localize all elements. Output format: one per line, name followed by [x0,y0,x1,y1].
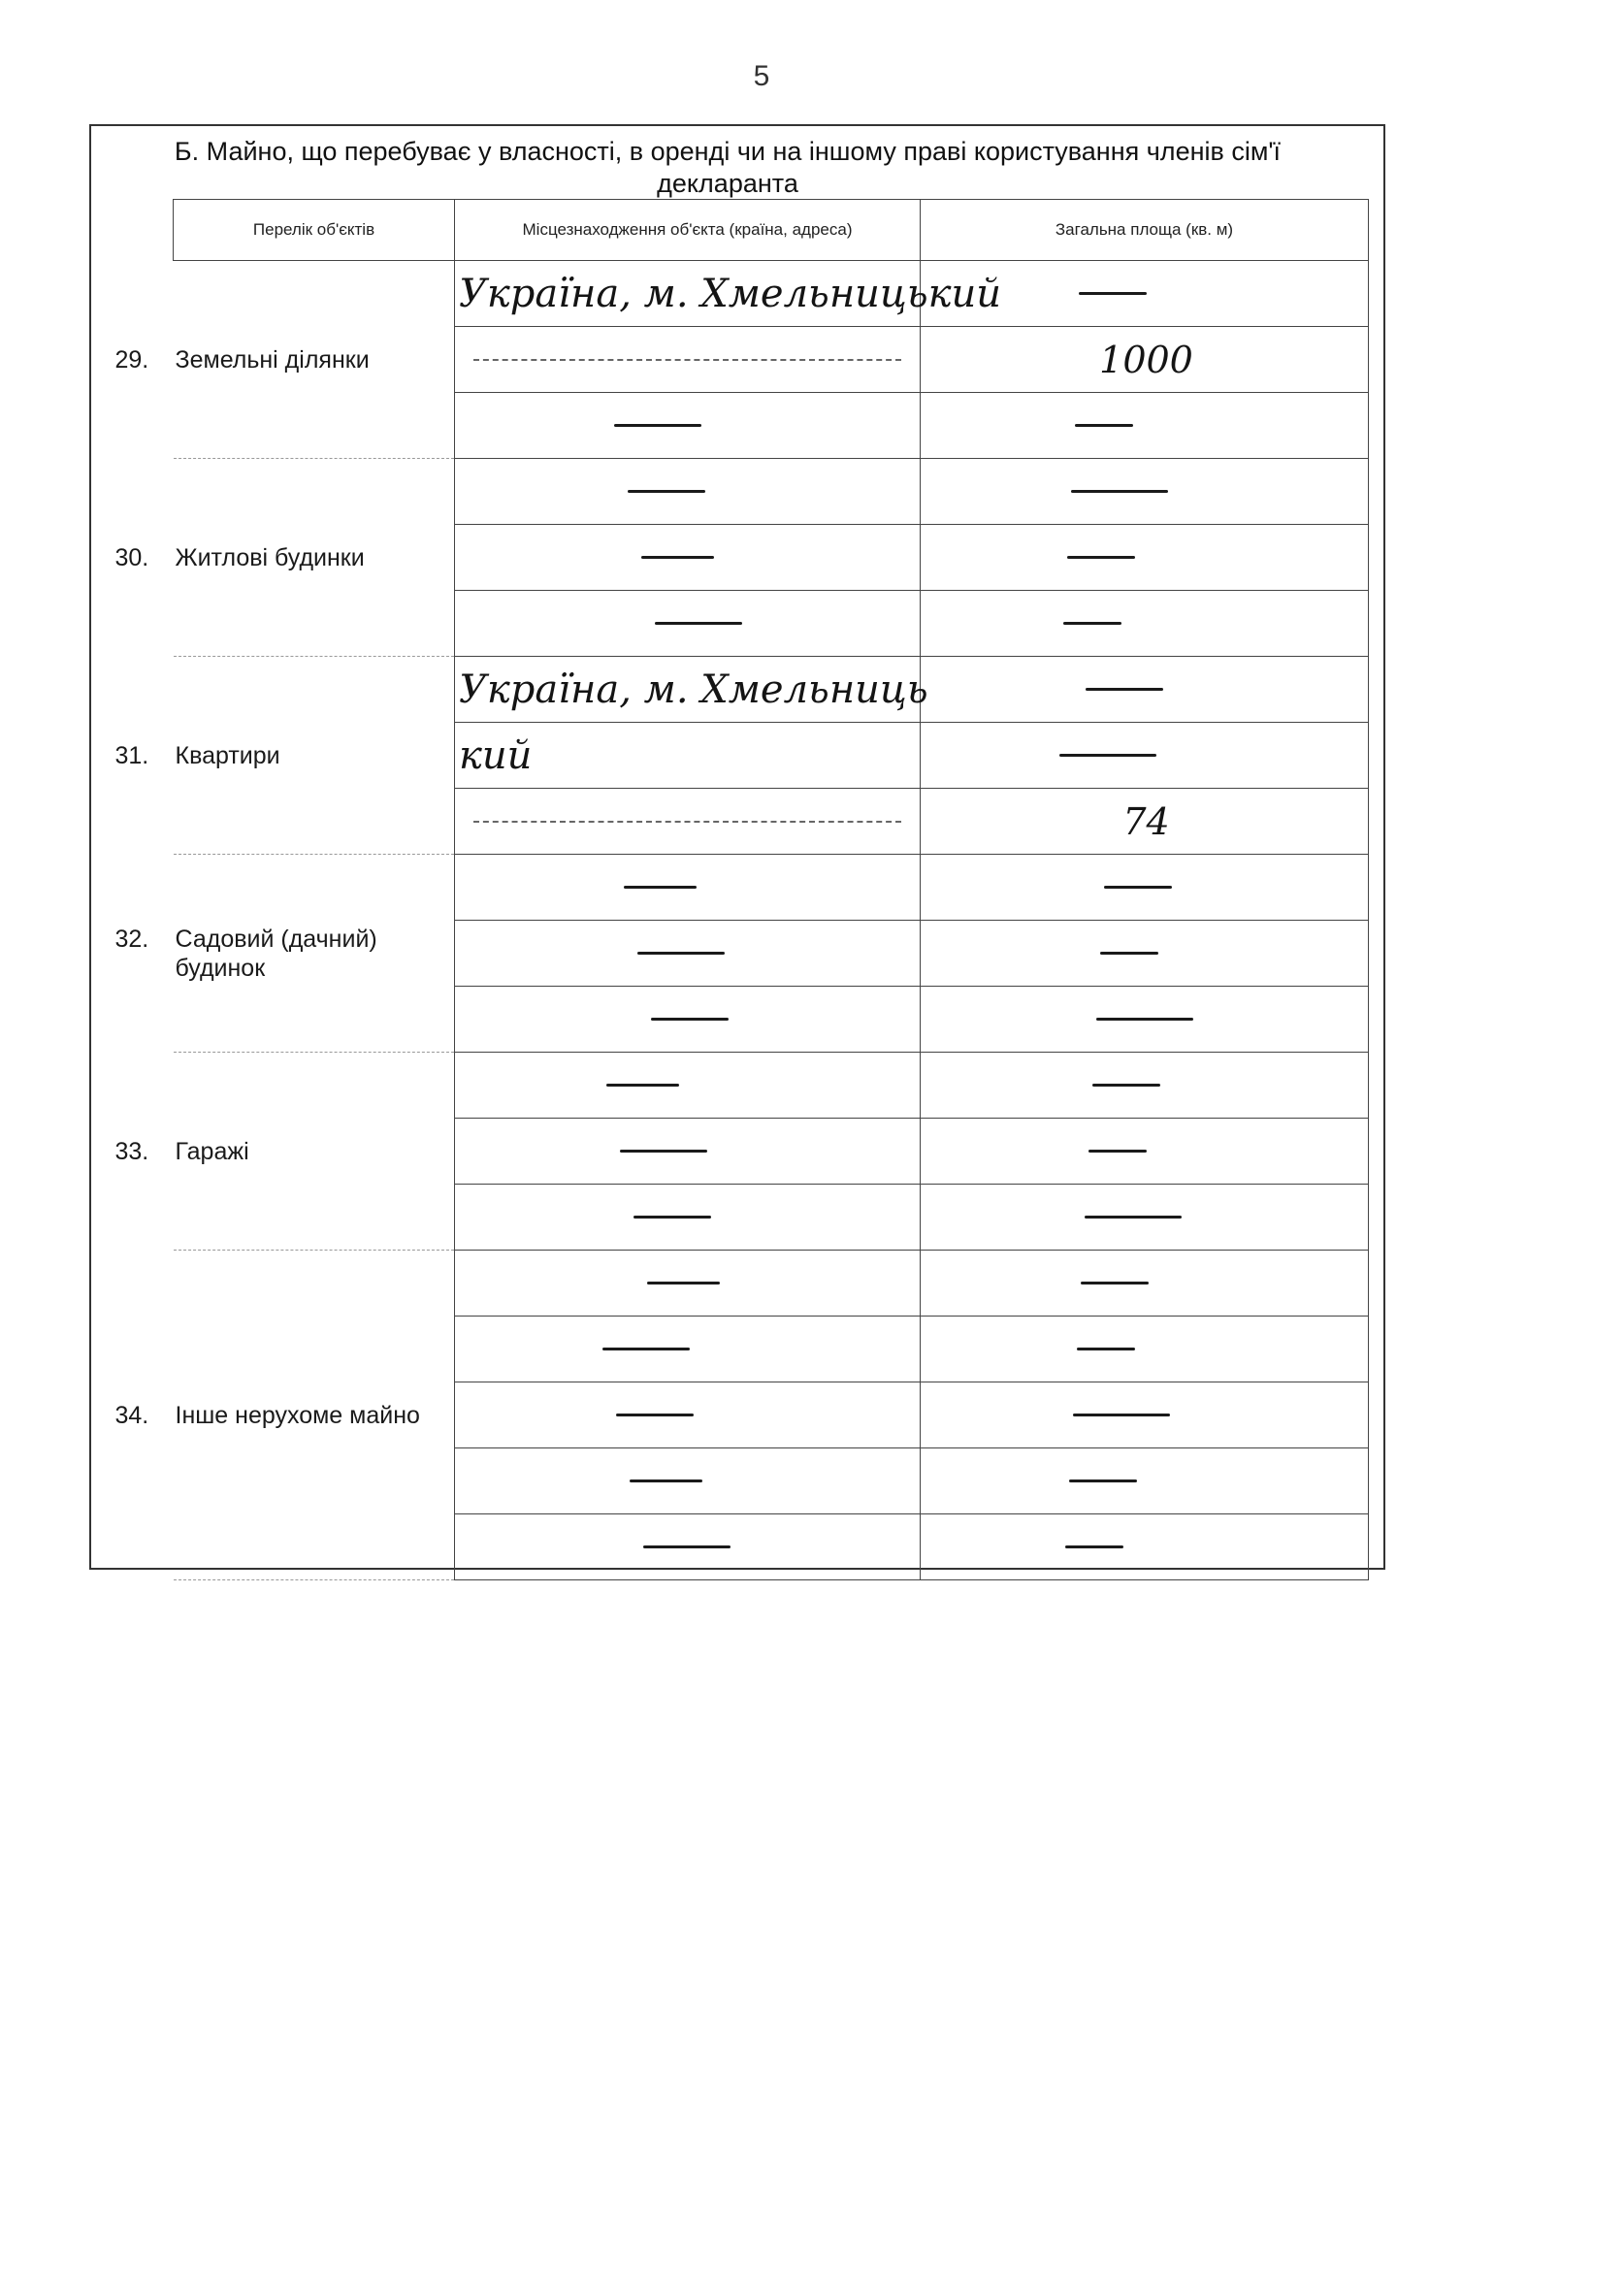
dash-mark [1100,952,1158,955]
dash-mark [633,1216,711,1219]
blank-line [473,359,901,361]
category-cell [114,855,455,1053]
location-cell [455,657,928,723]
location-cell [455,1448,921,1514]
dash-mark [1092,1084,1160,1087]
category-cell [114,459,455,657]
table-row [174,855,1369,921]
location-value: Україна, м. Хмельницький [459,271,1002,316]
dash-mark [651,1018,729,1021]
category-cell [114,1251,455,1580]
dash-mark [1069,1479,1137,1482]
table-header-row [174,200,1369,261]
category-label: Квартири [175,741,280,769]
location-cell [455,1251,921,1317]
area-cell [921,723,1369,789]
area-cell [921,1053,1369,1119]
dash-mark [1085,1216,1182,1219]
location-cell [455,723,921,789]
area-cell [921,327,1369,393]
col-header-area: Загальна площа (кв. м) [921,200,1369,261]
dash-mark [1075,424,1133,427]
dash-mark [647,1282,720,1284]
property-table [114,199,1369,1580]
location-cell [455,459,921,525]
dash-mark [616,1414,694,1416]
category-cell [114,1053,455,1251]
table-row [174,657,1369,723]
area-cell [921,1119,1369,1185]
location-cell [455,1119,921,1185]
area-value: 1000 [1099,338,1193,381]
area-cell [921,987,1369,1053]
category-label: Житлові будинки [175,543,365,571]
dash-mark [1104,886,1172,889]
area-cell [921,1514,1369,1580]
dash-mark [624,886,697,889]
dash-mark [1079,292,1147,295]
dash-mark [630,1479,702,1482]
area-cell [921,1251,1369,1317]
location-cell [455,1317,921,1382]
table-row [174,459,1369,525]
area-value: 74 [1122,799,1170,843]
category-label: Земельні ділянки [175,345,370,374]
dash-mark [1077,1348,1135,1350]
page-number: 5 [753,60,770,92]
area-cell [921,855,1369,921]
category-cell [114,657,455,855]
location-cell [455,987,921,1053]
area-cell [921,657,1369,723]
category-number: 34. [114,1401,149,1429]
section-title: Б. Майно, що перебуває у власності, в оренді чи на іншому праві користування членів сім'ї декларанта [174,137,1282,198]
area-cell [921,393,1369,459]
location-cell [455,1382,921,1448]
col-header-location: Місцезнаходження об'єкта (країна, адреса) [455,200,921,261]
dash-mark [1086,688,1163,691]
category-number: 33. [114,1137,149,1165]
table-row [174,1053,1369,1119]
category-cell [114,261,455,459]
dash-mark [602,1348,690,1350]
location-cell [455,855,921,921]
dash-mark [614,424,701,427]
location-cell [455,921,921,987]
location-cell [455,591,921,657]
area-cell [921,1448,1369,1514]
dash-mark [1065,1545,1123,1548]
dash-mark [1071,490,1168,493]
location-cell [455,1053,921,1119]
location-cell [455,393,921,459]
area-cell [921,525,1369,591]
area-cell [921,1317,1369,1382]
dash-mark [655,622,742,625]
category-label: Гаражі [175,1137,249,1165]
area-cell [921,1185,1369,1251]
location-cell [455,525,921,591]
area-cell [921,789,1369,855]
dash-mark [1088,1150,1147,1153]
dash-mark [1073,1414,1170,1416]
location-cell [455,1185,921,1251]
table-row [174,1251,1369,1317]
dash-mark [1059,754,1156,757]
dash-mark [606,1084,679,1087]
dash-mark [620,1150,707,1153]
category-number: 30. [114,543,149,571]
location-value: кий [459,732,533,778]
area-cell [921,1382,1369,1448]
blank-line [473,821,901,823]
category-label: Інше нерухоме майно [175,1401,420,1429]
area-cell [921,591,1369,657]
dash-mark [641,556,714,559]
location-cell [455,1514,921,1580]
dash-mark [643,1545,731,1548]
dash-mark [628,490,705,493]
dash-mark [1081,1282,1149,1284]
location-cell [455,327,921,393]
dash-mark [637,952,725,955]
col-header-objects: Перелік об'єктів [174,200,455,261]
area-cell [921,921,1369,987]
location-cell [455,789,921,855]
location-cell [455,261,1002,327]
category-number: 29. [114,345,149,374]
category-label: Садовий (дачний) будинок [175,925,377,982]
dash-mark [1063,622,1121,625]
table-row [174,261,1369,327]
category-number: 31. [114,741,149,769]
location-value: Україна, м. Хмельниць [459,667,928,712]
category-number: 32. [114,925,149,953]
dash-mark [1067,556,1135,559]
area-cell [921,459,1369,525]
dash-mark [1096,1018,1193,1021]
